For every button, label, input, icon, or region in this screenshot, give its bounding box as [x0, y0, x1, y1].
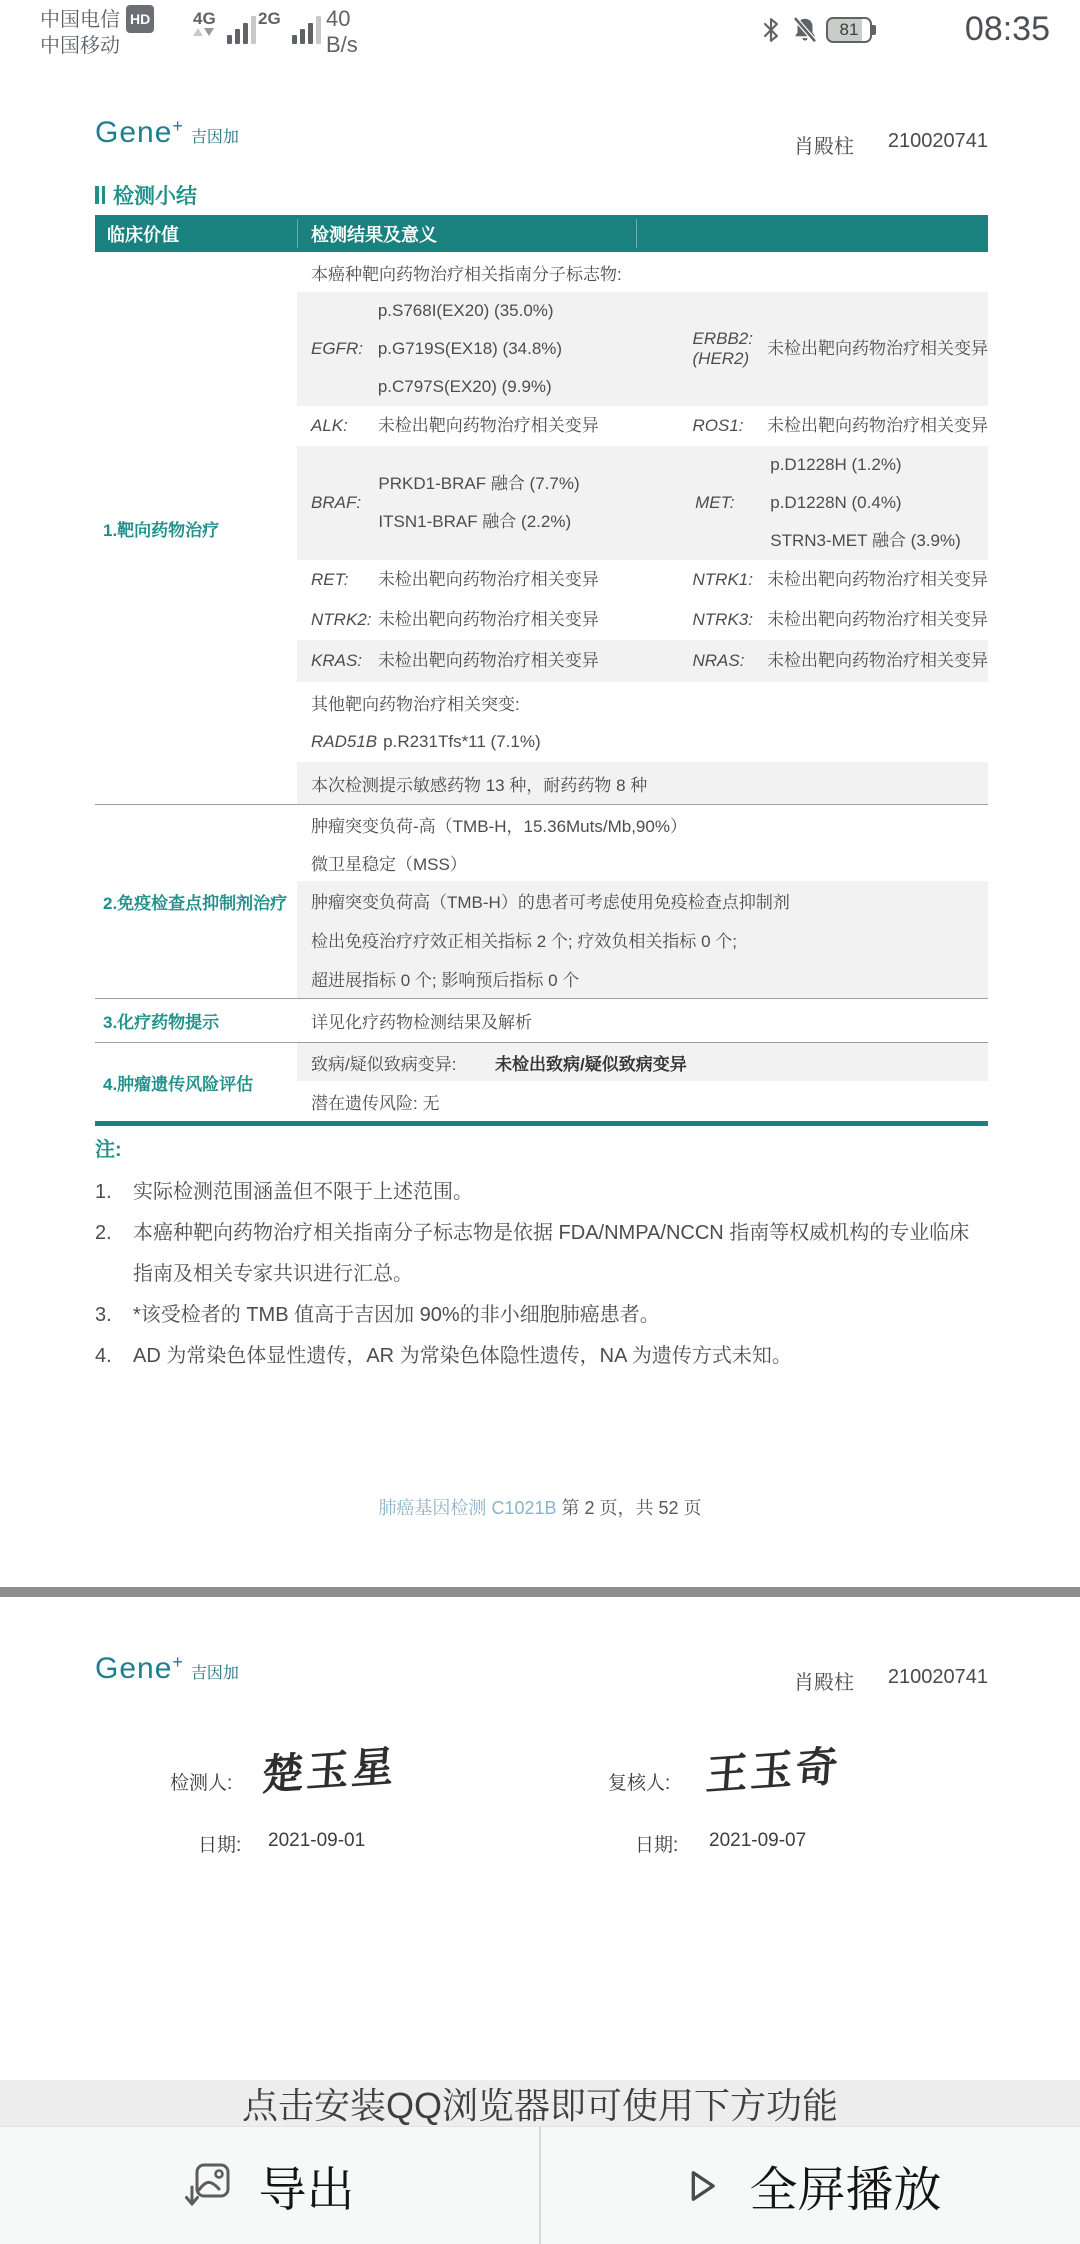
export-button[interactable] — [0, 2127, 539, 2244]
patient-header — [794, 1666, 988, 1695]
gene-value: 未检出靶向药物治疗相关变异 — [377, 610, 599, 629]
gene-value: 未检出靶向药物治疗相关变异 — [377, 416, 599, 435]
table-header-row — [95, 215, 988, 252]
section2-label-cell — [95, 805, 297, 998]
note-number: 2. — [95, 1222, 112, 1244]
gene-label: (HER2) — [692, 349, 750, 368]
gene-value: 未检出靶向药物治疗相关变异 — [377, 651, 599, 670]
patient-id: 210020741 — [887, 130, 988, 152]
note-item — [95, 1213, 988, 1295]
section-title — [95, 180, 197, 210]
gene-label: NTRK1: — [692, 570, 753, 589]
play-icon — [679, 2164, 723, 2208]
gene-value: 未检出靶向药物治疗相关变异 — [767, 416, 989, 435]
export-label: 导出 — [258, 2164, 355, 2217]
tester-date: 2021-09-01 — [268, 1830, 366, 1851]
clock: 08:35 — [964, 10, 1050, 48]
brand-logo-en: Gene — [95, 1652, 173, 1685]
gene-value: p.D1228H (1.2%) — [770, 455, 902, 474]
note-number: 4. — [95, 1345, 112, 1367]
gene-label: ROS1: — [692, 416, 744, 435]
summary-table — [95, 215, 988, 1126]
table-bottom-border — [95, 1121, 988, 1126]
note-text: AD 为常染色体显性遗传，AR 为常染色体隐性遗传，NA 为遗传方式未知。 — [133, 1345, 792, 1367]
gene-value: p.S768I(EX20) (35.0%) — [377, 301, 554, 320]
brand-logo-cn: 吉因加 — [190, 129, 239, 146]
carrier2-label: 中国移动 — [40, 35, 120, 57]
brand-logo-cn: 吉因加 — [190, 1665, 239, 1682]
status-icons — [0, 0, 1080, 62]
speed-value: 40 — [326, 6, 351, 31]
section4-label-cell — [95, 1043, 297, 1121]
table-row-rad51b — [297, 722, 988, 762]
gene-value: 未检出靶向药物治疗相关变异 — [767, 570, 989, 589]
gene-value: 未检出靶向药物治疗相关变异 — [767, 339, 989, 358]
battery-icon — [826, 17, 872, 43]
section1-label-cell — [95, 252, 297, 804]
brand-logo — [95, 116, 239, 150]
page-footer — [0, 1494, 1080, 1520]
brand-logo-plus: + — [172, 1652, 183, 1672]
note-item — [95, 1172, 988, 1213]
patient-id: 210020741 — [887, 1666, 988, 1688]
tester-date-label: 日期: — [198, 1835, 242, 1856]
gene-label: ALK: — [311, 416, 348, 435]
section2-label: 2.免疫检查点抑制剂治疗 — [103, 894, 288, 913]
hd-badge: HD — [126, 5, 154, 33]
install-browser-banner[interactable]: 点击安装QQ浏览器即可使用下方功能 — [0, 2080, 1080, 2126]
table-row — [297, 959, 988, 998]
gene-value: 未检出靶向药物治疗相关变异 — [767, 651, 989, 670]
section-immunotherapy — [95, 805, 988, 998]
gene-label: ERBB2: — [692, 329, 753, 348]
col-header-result-meaning: 检测结果及意义 — [311, 224, 437, 245]
intro-text: 本癌种靶向药物治疗相关指南分子标志物: — [311, 264, 622, 284]
patient-header — [794, 130, 988, 159]
speed-unit: B/s — [326, 32, 358, 57]
gene-value: 未检出靶向药物治疗相关变异 — [767, 610, 989, 629]
msi-result: 微卫星稳定（MSS） — [311, 854, 467, 874]
note-number: 1. — [95, 1181, 112, 1203]
note-text: *该受检者的 TMB 值高于吉因加 90%的非小细胞肺癌患者。 — [133, 1304, 660, 1326]
section-targeted-therapy — [95, 252, 988, 804]
gene-value: 未检出靶向药物治疗相关变异 — [377, 570, 599, 589]
immunotherapy-indicators2: 超进展指标 0 个; 影响预后指标 0 个 — [311, 971, 580, 990]
table-row-ntrk2-ntrk3 — [297, 600, 988, 640]
table-row — [297, 999, 988, 1042]
patient-name: 肖殿柱 — [793, 136, 854, 158]
tester-label: 检测人: — [170, 1773, 233, 1794]
gene-label: MET: — [695, 493, 735, 512]
section-chemotherapy — [95, 999, 988, 1042]
tester-signature: 楚玉星 — [260, 1742, 399, 1799]
carrier1-label: 中国电信 — [40, 9, 120, 31]
section-hereditary-risk — [95, 1043, 988, 1121]
gene-label: NTRK3: — [692, 610, 753, 629]
report-name-link[interactable]: 肺癌基因检测 C1021B — [378, 1498, 557, 1518]
reviewer-label: 复核人: — [608, 1773, 671, 1794]
table-row-ret-ntrk1 — [297, 560, 988, 600]
gene-value: ITSN1-BRAF 融合 (2.2%) — [378, 512, 572, 531]
battery-level: 81 — [839, 20, 859, 39]
note-number: 3. — [95, 1304, 112, 1326]
chemotherapy-text: 详见化疗药物检测结果及解析 — [311, 1013, 532, 1032]
fullscreen-label: 全屏播放 — [749, 2164, 942, 2217]
hereditary-risk-text: 潜在遗传风险: 无 — [311, 1093, 440, 1113]
note-text: 实际检测范围涵盖但不限于上述范围。 — [133, 1181, 473, 1203]
table-row-alk-ros1 — [297, 406, 988, 446]
bluetooth-icon — [758, 14, 784, 46]
bottom-toolbar — [0, 2126, 1080, 2244]
gene-label: RET: — [311, 570, 349, 589]
other-mutations-title: 其他靶向药物治疗相关突变: — [311, 694, 520, 714]
network-type-4g: 4G — [193, 9, 216, 28]
table-row — [297, 1081, 988, 1121]
reviewer-signature: 王玉奇 — [704, 1742, 843, 1799]
gene-value: p.R231Tfs*11 (7.1%) — [383, 732, 541, 751]
col-header-clinical-value: 临床价值 — [107, 224, 179, 245]
brand-logo-en: Gene — [95, 116, 173, 149]
pathogenic-label: 致病/疑似致病变异: — [311, 1054, 457, 1074]
immunotherapy-note: 肿瘤突变负荷高（TMB-H）的患者可考虑使用免疫检查点抑制剂 — [311, 893, 790, 912]
immunotherapy-indicators: 检出免疫治疗疗效正相关指标 2 个; 疗效负相关指标 0 个; — [311, 932, 737, 951]
reviewer-date-label: 日期: — [635, 1835, 679, 1856]
table-row-egfr-erbb2 — [297, 292, 988, 406]
table-row-kras-nras — [297, 640, 988, 682]
patient-name: 肖殿柱 — [793, 1672, 854, 1694]
page-number-info: 第 2 页，共 52 页 — [561, 1498, 702, 1518]
gene-label: RAD51B — [311, 732, 378, 751]
table-row-braf-met — [297, 446, 988, 560]
section3-label: 3.化疗药物提示 — [103, 1013, 220, 1032]
drug-summary-text: 本次检测提示敏感药物 13 种，耐药药物 8 种 — [311, 775, 648, 795]
gene-label: EGFR: — [311, 339, 363, 358]
table-row — [297, 252, 988, 292]
gene-value: p.D1228N (0.4%) — [770, 493, 902, 512]
fullscreen-play-button[interactable] — [539, 2127, 1080, 2244]
reviewer-date: 2021-09-07 — [709, 1830, 807, 1851]
section-title-text: 检测小结 — [113, 185, 197, 208]
table-row — [297, 1043, 988, 1081]
tmb-result: 肿瘤突变负荷-高（TMB-H，15.36Muts/Mb,90%） — [311, 816, 687, 836]
table-row — [297, 881, 988, 920]
brand-logo — [95, 1652, 239, 1686]
gene-value: p.G719S(EX18) (34.8%) — [377, 339, 563, 358]
note-item — [95, 1336, 988, 1377]
table-row — [297, 805, 988, 843]
notes-section — [95, 1132, 988, 1377]
gene-label: KRAS: — [311, 651, 363, 670]
status-bar — [0, 0, 1080, 62]
section4-label: 4.肿瘤遗传风险评估 — [103, 1074, 254, 1094]
pathogenic-value: 未检出致病/疑似致病变异 — [495, 1054, 687, 1074]
note-item — [95, 1295, 988, 1336]
gene-value: p.C797S(EX20) (9.9%) — [377, 377, 552, 396]
export-icon — [184, 2160, 232, 2212]
table-row — [297, 682, 988, 722]
section1-label: 1.靶向药物治疗 — [103, 520, 220, 540]
page-separator — [0, 1587, 1080, 1597]
bell-muted-icon — [790, 13, 820, 47]
gene-value: STRN3-MET 融合 (3.9%) — [770, 531, 961, 550]
table-row-drug-summary — [297, 762, 988, 804]
section3-label-cell — [95, 999, 297, 1042]
section-marker-icon — [95, 186, 105, 204]
gene-label: NRAS: — [692, 651, 745, 670]
table-row — [297, 920, 988, 959]
notes-title: 注: — [95, 1139, 122, 1161]
gene-label: BRAF: — [311, 493, 362, 512]
note-text: 本癌种靶向药物治疗相关指南分子标志物是依据 FDA/NMPA/NCCN 指南等权威机构的专业临床指南及相关专家共识进行汇总。 — [133, 1222, 970, 1285]
gene-label: NTRK2: — [311, 610, 372, 629]
gene-value: PRKD1-BRAF 融合 (7.7%) — [378, 474, 580, 493]
network-type-2g: 2G — [258, 9, 281, 28]
brand-logo-plus: + — [172, 116, 183, 136]
table-row — [297, 843, 988, 881]
